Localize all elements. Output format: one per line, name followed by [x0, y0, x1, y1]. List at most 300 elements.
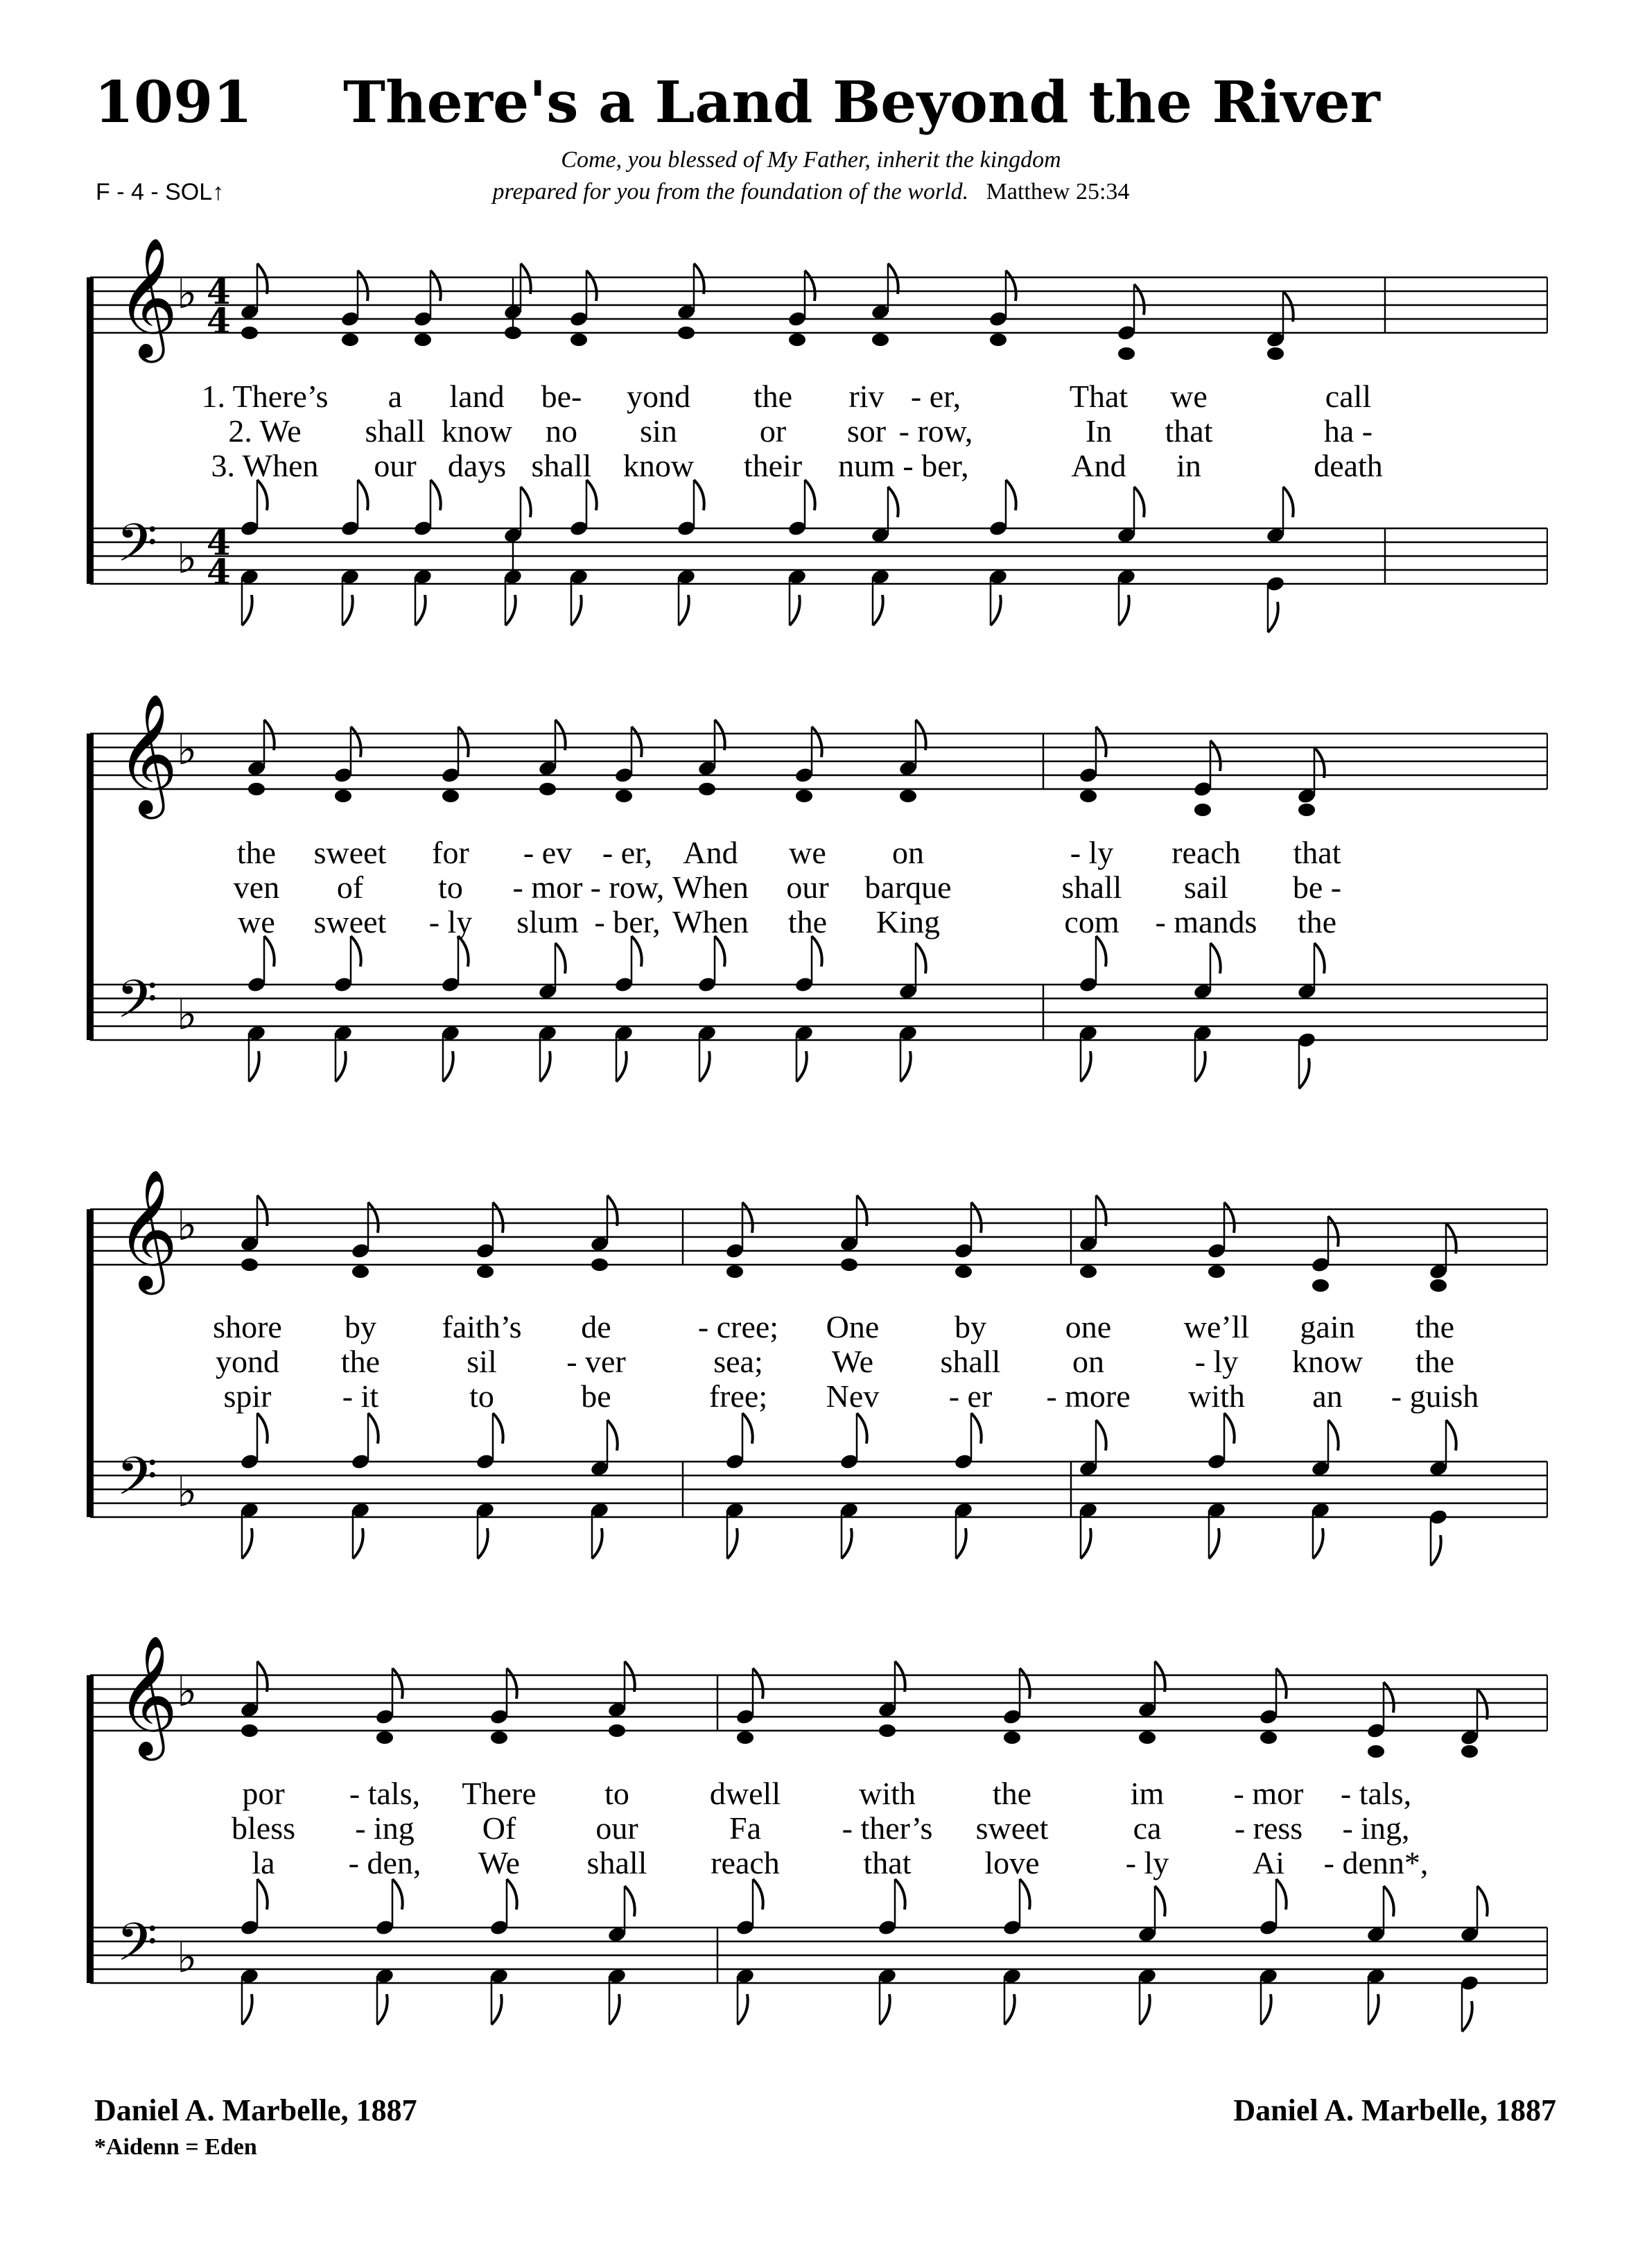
system-1-bass-time-bottom: 4 [207, 551, 231, 592]
scripture-reference: Matthew 25:34 [986, 179, 1130, 205]
lyric-syllable: free; [708, 1378, 768, 1414]
lyric-syllable: by [345, 1309, 376, 1344]
system-1-soprano-note-flag [257, 263, 268, 294]
lyric-syllable: sil [467, 1344, 497, 1379]
system-2-alto-note [900, 790, 916, 802]
lyric-syllable: dwell [709, 1776, 781, 1811]
lyric-syllable: - ress [1234, 1810, 1303, 1846]
system-2-soprano-note-flag [458, 727, 469, 757]
lyric-syllable: we [238, 904, 275, 940]
system-3-alto-note [955, 1265, 972, 1278]
lyric-syllable: - ly [1070, 835, 1114, 870]
system-2-tenor-note-flag [264, 936, 275, 967]
words-credit: Daniel A. Marbelle, 1887 [94, 2093, 417, 2127]
system-4-soprano-note-flag [1276, 1668, 1287, 1699]
system-1-treble-time-bottom: 4 [207, 300, 231, 341]
lyric-syllable: sweet [975, 1810, 1049, 1846]
system-4-treble-clef: 𝄞 [116, 1635, 178, 1756]
system-4-soprano-note-flag [753, 1668, 763, 1699]
system-1-bass-note-flag [505, 595, 516, 625]
lyric-syllable: our [374, 448, 417, 483]
lyric-syllable: days [447, 448, 507, 483]
lyric-syllable: - guish [1391, 1378, 1479, 1414]
system-1-bass-flat: ♭ [177, 533, 198, 583]
system-1-soprano-note-flag [430, 270, 441, 301]
system-1-tenor-note-flag [586, 480, 597, 510]
system-2-tenor-note-flag [812, 936, 822, 967]
system-4-tenor-note-flag [753, 1879, 763, 1910]
system-3-soprano-note-flag [368, 1202, 378, 1233]
lyric-syllable: num [838, 448, 895, 483]
lyric-syllable: land [449, 379, 505, 414]
system-4-alto-note [1368, 1745, 1384, 1758]
lyric-syllable: When [672, 869, 749, 905]
system-1-soprano-note-flag [694, 263, 704, 294]
lyric-syllable: reach [711, 1845, 780, 1880]
lyric-syllable: to [604, 1776, 629, 1811]
lyric-syllable: yond [216, 1344, 279, 1379]
lyric-syllable: the [1415, 1344, 1455, 1379]
system-4-alto-note [609, 1724, 625, 1737]
system-4-bass-note-flag [1140, 1994, 1150, 2025]
system-4-soprano-note-flag [507, 1668, 517, 1699]
system-1-alto-note [505, 327, 521, 339]
hymn-number: 1091 [94, 69, 253, 136]
system-3-bass-note-flag [1081, 1528, 1091, 1559]
system-1-tenor-note-flag [805, 480, 815, 510]
lyric-syllable: sor [846, 413, 887, 449]
system-2-soprano-note-flag [555, 720, 566, 750]
lyric-syllable: And [683, 835, 738, 870]
system-2-tenor-note-flag [1096, 936, 1106, 967]
system-4-bass-flat: ♭ [177, 1932, 198, 1982]
lyric-syllable: that [1293, 835, 1341, 870]
system-4-tenor-note-flag [507, 1879, 517, 1910]
lyric-syllable: love [984, 1845, 1040, 1880]
system-4-alto-note [491, 1731, 507, 1744]
lyric-syllable: shall [940, 1344, 1001, 1379]
system-2-tenor-note-flag [631, 936, 642, 967]
system-2-bass-note-flag [540, 1051, 550, 1082]
lyric-syllable: be [581, 1378, 611, 1414]
lyric-syllable: shall [1061, 869, 1122, 905]
system-3-tenor-note-flag [1224, 1413, 1235, 1444]
lyric-syllable: shall [586, 1845, 647, 1880]
system-4-bass-note-flag [1261, 1994, 1271, 2025]
lyric-syllable: be - [1292, 869, 1342, 905]
lyric-syllable: - ev [523, 835, 573, 870]
system-2-soprano-note-flag [264, 720, 275, 750]
system-1-soprano-note-flag [1134, 284, 1144, 315]
lyric-syllable: riv [848, 379, 885, 414]
system-3-bass-note-flag [478, 1528, 488, 1559]
system-4-bass-note-flag [738, 1994, 748, 2025]
system-1-alto-note [990, 334, 1007, 346]
lyric-syllable: the [1415, 1309, 1455, 1344]
system-2-soprano-note-flag [631, 727, 642, 757]
system-2-tenor-note-flag [351, 936, 361, 967]
lyric-syllable: - ber, [903, 448, 969, 483]
system-2-alto-note [539, 783, 556, 795]
system-1-bass-clef: 𝄢 [116, 512, 158, 587]
system-1-tenor-note-flag [1006, 480, 1016, 510]
system-2-alto-note [616, 790, 632, 802]
epigraph-line-1: Come, you blessed of My Father, inherit the kingdom [561, 147, 1061, 173]
system-1-bass-note-flag [1119, 595, 1129, 625]
system-1-soprano-note-flag [586, 270, 597, 301]
system-4-tenor-note-flag [1155, 1886, 1165, 1916]
lyric-syllable: or [759, 413, 787, 449]
system-4-soprano-note-flag [392, 1668, 403, 1699]
system-1-alto-note [1118, 347, 1135, 360]
lyric-syllable: When [672, 904, 749, 940]
epigraph-text: prepared for you from the foundation of the world. [492, 179, 969, 205]
lyric-syllable: - ing, [1342, 1810, 1410, 1846]
lyric-syllable: shall [365, 413, 426, 449]
system-1-tenor-note-flag [430, 480, 441, 510]
system-1-soprano-note-flag [1283, 291, 1293, 322]
system-3-alto-note [726, 1265, 743, 1278]
system-3-soprano-note-flag [1328, 1216, 1339, 1247]
system-1-alto-note [241, 327, 258, 339]
system-2-bass-note-flag [1195, 1051, 1205, 1082]
system-3-tenor-note-flag [857, 1413, 867, 1444]
system-1-alto-note [1267, 347, 1284, 360]
lyric-syllable: no [546, 413, 577, 449]
system-4-bass-note-flag [1462, 2001, 1472, 2032]
system-2-alto-note [1298, 804, 1315, 816]
system-4-alto-note [1004, 1731, 1020, 1744]
system-4-alto-note [376, 1731, 393, 1744]
system-2-alto-note [442, 790, 459, 802]
lyric-syllable: - row, [590, 869, 665, 905]
system-1-tenor-note-flag [1134, 487, 1144, 517]
system-4-alto-note [1139, 1731, 1156, 1744]
footnote: *Aidenn = Eden [94, 2134, 257, 2160]
system-4-tenor-note-flag [1477, 1886, 1488, 1916]
lyric-syllable: our [595, 1810, 638, 1846]
system-4-bass-note-flag [377, 1994, 387, 2025]
system-1-tenor-note-flag [521, 487, 531, 517]
system-1-bass-note-flag [571, 595, 582, 625]
system-2-tenor-note-flag [1210, 943, 1221, 973]
system-2-soprano-note-flag [1210, 741, 1221, 771]
lyric-syllable: for [432, 835, 469, 870]
lyric-syllable: of [336, 869, 364, 905]
system-1-alto-note [678, 327, 695, 339]
lyric-syllable: one [1065, 1309, 1112, 1344]
system-3-bass-note-flag [242, 1528, 252, 1559]
lyric-syllable: spir [223, 1378, 272, 1414]
system-3-alto-note [477, 1265, 494, 1278]
system-2-soprano-note-flag [715, 720, 725, 750]
system-1-bass-note-flag [342, 595, 353, 625]
system-4-alto-note [241, 1724, 258, 1737]
system-3-alto-note [591, 1258, 608, 1271]
system-1-alto-note [570, 334, 587, 346]
lyric-syllable: sin [640, 413, 677, 449]
lyric-syllable: - mands [1155, 904, 1257, 940]
lyric-syllable: on [892, 835, 924, 870]
system-3-bass-note-flag [1313, 1528, 1323, 1559]
system-1-bass-time-top: 4 [207, 522, 231, 563]
lyric-syllable: 3. When [211, 448, 319, 483]
system-1-alto-note [342, 334, 358, 346]
system-2-treble-clef: 𝄞 [116, 693, 178, 814]
system-4-tenor-note-flag [257, 1879, 268, 1910]
lyric-syllable: with [1188, 1378, 1245, 1414]
system-1-soprano-note-flag [358, 270, 368, 301]
lyric-syllable: gain [1300, 1309, 1355, 1344]
system-3-tenor-note-flag [1446, 1420, 1456, 1451]
lyric-syllable: - er, [602, 835, 653, 870]
lyric-syllable: - row, [898, 413, 973, 449]
system-2-bass-note-flag [1299, 1058, 1309, 1089]
system-1-bass-note-flag [1268, 602, 1278, 632]
lyric-syllable: 1. There’s [201, 379, 329, 414]
system-3-bass-note-flag [353, 1528, 363, 1559]
system-2-treble-flat: ♭ [177, 724, 198, 774]
lyric-syllable: we [789, 835, 826, 870]
system-3-soprano-note-flag [607, 1195, 618, 1226]
system-2-bass-note-flag [443, 1051, 453, 1082]
system-2-tenor-note-flag [555, 943, 566, 973]
lyric-syllable: an [1312, 1378, 1343, 1414]
system-1-bass-note-flag [991, 595, 1001, 625]
system-2-tenor-note-flag [1314, 943, 1325, 973]
lyric-syllable: we [1170, 379, 1208, 414]
system-3-bass-note-flag [727, 1528, 738, 1559]
lyric-syllable: reach [1171, 835, 1241, 870]
system-3-tenor-note-flag [971, 1413, 982, 1444]
system-4-alto-note [879, 1724, 896, 1737]
lyric-syllable: - ly [1125, 1845, 1169, 1880]
system-3-soprano-note-flag [1446, 1223, 1456, 1254]
system-4-soprano-note-flag [1020, 1668, 1030, 1699]
system-3-alto-note [1312, 1279, 1329, 1292]
lyric-syllable: in [1176, 448, 1201, 483]
lyric-syllable: ca [1133, 1810, 1162, 1846]
system-2-alto-note [699, 783, 715, 795]
system-1-bass-note-flag [679, 595, 689, 625]
lyric-syllable: our [786, 869, 829, 905]
music-credit: Daniel A. Marbelle, 1887 [1233, 2093, 1556, 2127]
system-1-bass-note-flag [790, 595, 800, 625]
system-2-soprano-note-flag [1314, 747, 1325, 778]
lyric-syllable: by [955, 1309, 986, 1344]
system-2-bass-note-flag [900, 1051, 911, 1082]
lyric-syllable: - mor [512, 869, 583, 905]
system-4-soprano-note-flag [1155, 1661, 1165, 1692]
lyric-syllable: We [831, 1344, 874, 1379]
system-1-soprano-note-flag [888, 263, 898, 294]
system-1-soprano-note-flag [1006, 270, 1016, 301]
lyric-syllable: - tals, [1340, 1776, 1412, 1811]
system-1-alto-note [789, 334, 805, 346]
key-signature-info: F - 4 - SOL↑ [96, 179, 225, 205]
lyric-syllable: There [462, 1776, 537, 1811]
lyric-syllable: - it [342, 1378, 379, 1414]
system-3-soprano-note-flag [857, 1195, 867, 1226]
system-3-soprano-note-flag [1224, 1202, 1235, 1233]
lyric-syllable: One [826, 1309, 880, 1344]
system-2-alto-note [335, 790, 351, 802]
system-4-tenor-note-flag [1020, 1879, 1030, 1910]
lyric-syllable: faith’s [442, 1309, 522, 1344]
system-3-soprano-note-flag [1096, 1195, 1106, 1226]
lyric-syllable: ha - [1323, 413, 1373, 449]
system-2-bass-note-flag [249, 1051, 259, 1082]
system-3-alto-note [1080, 1265, 1097, 1278]
lyric-syllable: to [438, 869, 463, 905]
system-1-treble-clef: 𝄞 [116, 237, 178, 358]
system-2-tenor-note-flag [715, 936, 725, 967]
system-4-bass-clef: 𝄢 [116, 1912, 158, 1986]
system-3-bass-note-flag [1431, 1535, 1441, 1566]
lyric-syllable: the [753, 379, 793, 414]
lyric-syllable: Ai [1253, 1845, 1284, 1880]
system-2-bass-flat: ♭ [177, 989, 198, 1039]
system-3-bass-note-flag [592, 1528, 602, 1559]
lyric-syllable: de [581, 1309, 611, 1344]
system-4-treble-flat: ♭ [177, 1665, 198, 1716]
lyric-syllable: their [743, 448, 803, 483]
system-2-soprano-note-flag [1096, 727, 1106, 757]
system-2-bass-note-flag [796, 1051, 807, 1082]
system-1-tenor-note-flag [257, 480, 268, 510]
lyric-syllable: Fa [729, 1810, 761, 1846]
lyric-syllable: King [876, 904, 940, 940]
lyric-syllable: sail [1184, 869, 1228, 905]
system-2-soprano-note-flag [351, 727, 361, 757]
system-2-bass-note-flag [616, 1051, 627, 1082]
system-1-tenor-note-flag [888, 487, 898, 517]
lyric-syllable: - denn*, [1323, 1845, 1429, 1880]
lyric-syllable: - ing [355, 1810, 415, 1846]
system-3-treble-flat: ♭ [177, 1200, 198, 1250]
lyric-syllable: im [1130, 1776, 1165, 1811]
lyric-syllable: sea; [713, 1344, 763, 1379]
system-2-alto-note [1080, 790, 1097, 802]
lyric-syllable: to [469, 1378, 494, 1414]
system-3-bass-note-flag [956, 1528, 966, 1559]
lyric-syllable: That [1069, 379, 1129, 414]
system-4-alto-note [1461, 1745, 1478, 1758]
system-2-soprano-note-flag [812, 727, 822, 757]
lyric-syllable: the [236, 835, 277, 870]
lyric-syllable: And [1071, 448, 1126, 483]
lyric-syllable: ven [233, 869, 280, 905]
system-1-alto-note [872, 334, 889, 346]
lyric-syllable: shall [531, 448, 592, 483]
system-3-tenor-note-flag [607, 1420, 618, 1451]
lyric-syllable: la [252, 1845, 275, 1880]
lyric-syllable: - ver [566, 1344, 626, 1379]
lyric-syllable: - ly [1194, 1344, 1239, 1379]
system-4-bass-note-flag [1368, 1994, 1379, 2025]
system-3-bass-note-flag [1209, 1528, 1219, 1559]
lyric-syllable: the [787, 904, 828, 940]
system-4-bass-note-flag [1004, 1994, 1015, 2025]
system-2-soprano-note-flag [916, 720, 926, 750]
lyric-syllable: shore [213, 1309, 282, 1344]
lyric-syllable: that [863, 1845, 912, 1880]
lyric-syllable: - mor [1233, 1776, 1304, 1811]
system-1-treble-flat: ♭ [177, 268, 198, 318]
system-1-treble-time-top: 4 [207, 271, 231, 312]
lyric-syllable: that [1165, 413, 1213, 449]
system-3-tenor-note-flag [1328, 1420, 1339, 1451]
lyric-syllable: Of [482, 1810, 516, 1846]
system-3-tenor-note-flag [493, 1413, 503, 1444]
system-4-soprano-note-flag [257, 1661, 268, 1692]
hymn-title: There's a Land Beyond the River [343, 69, 1380, 136]
system-2-tenor-note-flag [916, 943, 926, 973]
system-3-bass-flat: ♭ [177, 1466, 198, 1516]
system-4-bass-note-flag [242, 1994, 252, 2025]
system-2-bass-note-flag [1081, 1051, 1091, 1082]
lyric-syllable: - den, [348, 1845, 421, 1880]
system-4-tenor-note-flag [1384, 1886, 1394, 1916]
lyric-syllable: the [340, 1344, 381, 1379]
system-4-tenor-note-flag [625, 1886, 635, 1916]
lyric-syllable: - more [1046, 1378, 1131, 1414]
system-1-soprano-note-flag [521, 263, 531, 294]
system-1-bass-note-flag [242, 595, 252, 625]
lyric-syllable: com [1064, 904, 1119, 940]
system-3-bass-clef: 𝄢 [116, 1446, 158, 1520]
system-4-tenor-note-flag [1276, 1879, 1287, 1910]
system-4-soprano-note-flag [895, 1661, 905, 1692]
system-3-soprano-note-flag [742, 1202, 753, 1233]
lyric-syllable: we’ll [1183, 1309, 1250, 1344]
lyric-syllable: sweet [313, 835, 387, 870]
lyric-syllable: with [859, 1776, 916, 1811]
lyric-syllable: the [1297, 904, 1337, 940]
lyric-syllable: barque [864, 869, 952, 905]
system-4-soprano-note-flag [1384, 1682, 1394, 1713]
lyric-syllable: Nev [826, 1378, 880, 1414]
lyric-syllable: por [242, 1776, 285, 1811]
lyric-syllable: We [478, 1845, 521, 1880]
system-2-bass-note-flag [699, 1051, 710, 1082]
system-3-tenor-note-flag [257, 1413, 268, 1444]
system-2-alto-note [1194, 804, 1211, 816]
system-3-alto-note [241, 1258, 258, 1271]
system-1-soprano-note-flag [805, 270, 815, 301]
lyric-syllable: know [622, 448, 695, 483]
lyric-syllable: - cree; [697, 1309, 779, 1344]
system-3-alto-note [1208, 1265, 1225, 1278]
system-3-treble-clef: 𝄞 [116, 1169, 178, 1290]
lyric-syllable: on [1072, 1344, 1104, 1379]
lyric-syllable: know [1291, 1344, 1363, 1379]
lyric-syllable: death [1314, 448, 1383, 483]
system-4-bass-note-flag [491, 1994, 502, 2025]
lyric-syllable: bless [232, 1810, 295, 1846]
lyric-syllable: yond [627, 379, 690, 414]
lyric-syllable: be- [541, 379, 582, 414]
system-2-tenor-note-flag [458, 936, 469, 967]
system-3-alto-note [1430, 1279, 1447, 1292]
system-4-soprano-note-flag [625, 1661, 635, 1692]
lyric-syllable: - tals, [349, 1776, 421, 1811]
system-4-bass-note-flag [880, 1994, 890, 2025]
system-4-tenor-note-flag [895, 1879, 905, 1910]
system-3-soprano-note-flag [493, 1202, 503, 1233]
system-3-tenor-note-flag [1096, 1420, 1106, 1451]
system-3-soprano-note-flag [971, 1202, 982, 1233]
